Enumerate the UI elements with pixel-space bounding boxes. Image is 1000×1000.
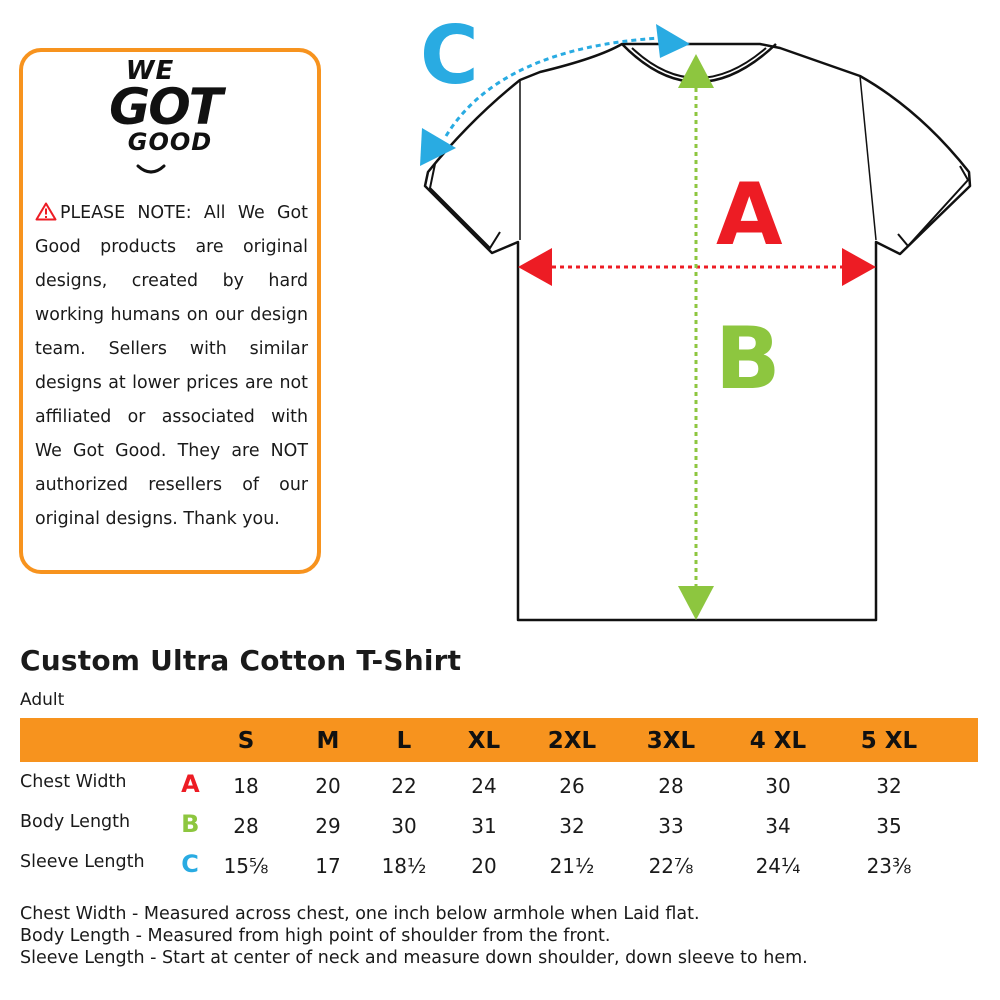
row-label: Body Length: [20, 812, 131, 832]
footnote-sleeve: Sleeve Length - Start at center of neck and measure down shoulder, down sleeve to hem.: [20, 948, 808, 968]
table-cell: 22⅞: [648, 854, 694, 878]
table-cell: 22: [391, 774, 417, 798]
measure-label-c: C: [420, 9, 479, 102]
size-header-5xl: 5 XL: [860, 728, 918, 754]
row-key-a: A: [181, 770, 200, 798]
row-key-b: B: [181, 810, 200, 838]
footnote-body: Body Length - Measured from high point of shoulder from the front.: [20, 926, 611, 946]
table-cell: 30: [391, 814, 417, 838]
size-header-m: M: [316, 728, 340, 754]
table-cell: 28: [233, 814, 259, 838]
table-cell: 35: [876, 814, 902, 838]
logo-line-1: WE: [125, 56, 175, 86]
measure-label-a: A: [716, 165, 783, 265]
table-cell: 33: [658, 814, 684, 838]
table-cell: 20: [315, 774, 341, 798]
table-cell: 26: [559, 774, 585, 798]
smile-icon: [136, 164, 166, 176]
warning-icon: [35, 202, 57, 221]
notice-body: PLEASE NOTE: All We Got Good products are original designs, created by hard working humans on our design team. Sellers with similar designs at lower prices are not affiliated or associated with We Got Good. They are NOT authorized resellers of our original designs. Thank you.: [35, 203, 308, 529]
table-cell: 30: [765, 774, 791, 798]
table-cell: 32: [876, 774, 902, 798]
brand-logo: [96, 58, 234, 180]
table-cell: 18: [233, 774, 259, 798]
table-cell: 20: [471, 854, 497, 878]
size-header-l: L: [396, 728, 412, 754]
chart-subtitle: Adult: [20, 690, 65, 710]
table-cell: 24: [471, 774, 497, 798]
table-cell: 29: [315, 814, 341, 838]
size-header-4xl: 4 XL: [749, 728, 807, 754]
size-header-xl: XL: [467, 728, 501, 754]
table-cell: 21½: [549, 854, 595, 878]
row-key-c: C: [181, 850, 199, 878]
logo-line-2: GOT: [109, 78, 221, 136]
logo-line-3: GOOD: [127, 128, 213, 156]
size-header-2xl: 2XL: [547, 728, 597, 754]
footnote-chest: Chest Width - Measured across chest, one inch below armhole when Laid flat.: [20, 904, 700, 924]
tshirt-diagram: [410, 10, 990, 635]
size-header-3xl: 3XL: [646, 728, 696, 754]
table-cell: 17: [315, 854, 341, 878]
chart-title: Custom Ultra Cotton T-Shirt: [20, 644, 462, 677]
measure-label-b: B: [715, 309, 781, 409]
table-cell: 28: [658, 774, 684, 798]
table-cell: 34: [765, 814, 791, 838]
size-header-s: S: [237, 728, 255, 754]
table-cell: 24¼: [755, 854, 801, 878]
notice-text: [35, 196, 308, 536]
table-cell: 15⅝: [223, 854, 269, 878]
footnotes: [20, 903, 808, 969]
table-cell: 31: [471, 814, 497, 838]
table-cell: 32: [559, 814, 585, 838]
table-cell: 18½: [381, 854, 427, 878]
row-label: Chest Width: [20, 772, 127, 792]
row-label: Sleeve Length: [20, 852, 145, 872]
table-cell: 23⅜: [866, 854, 912, 878]
